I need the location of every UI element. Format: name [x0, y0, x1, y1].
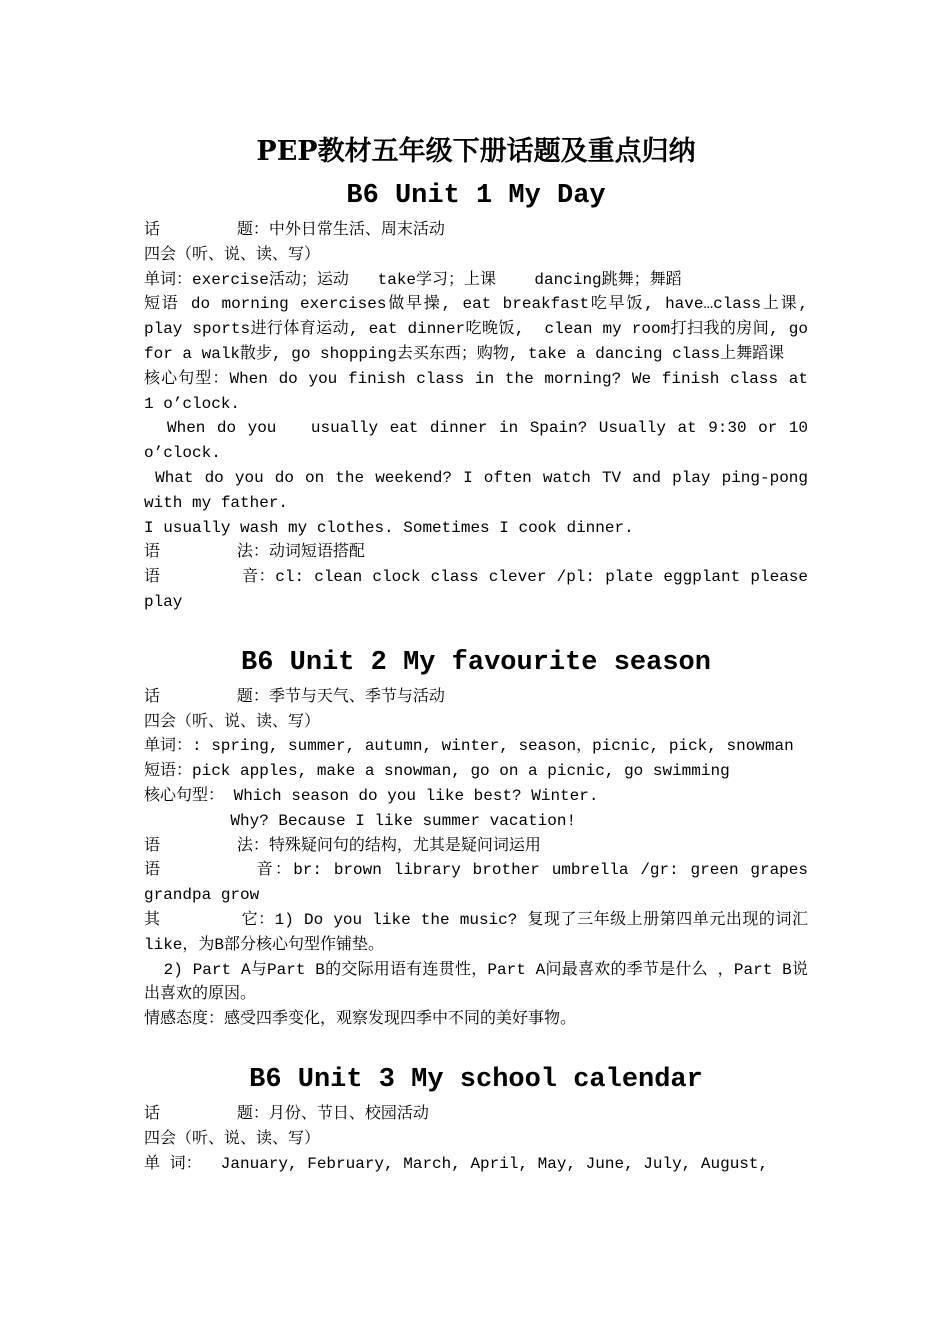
- unit-3-topic: 话 题：月份、节日、校园活动: [144, 1104, 429, 1123]
- unit-1-phonics: 语 音：cl: clean clock class clever /pl: plate eggplant please play: [144, 568, 818, 611]
- unit-1-grammar: 语 法：动词短语搭配: [144, 543, 365, 562]
- unit-2-topic: 话 题：季节与天气、季节与活动: [144, 687, 445, 706]
- unit-2-words: 单词：: spring, summer, autumn, winter, season，picnic, pick, snowman: [144, 737, 794, 756]
- unit-1-topic: 话 题：中外日常生活、周末活动: [144, 221, 445, 239]
- unit-2-core-sentence-1: 核心句型： Which season do you like best? Winter.: [144, 786, 599, 805]
- section-spacer: [144, 615, 808, 641]
- unit-2-grammar: 语 法：特殊疑问句的结构，尤其是疑问词运用: [144, 836, 541, 855]
- unit-3-four-skills: 四会（听、说、读、写）: [144, 1129, 321, 1148]
- unit-3-words: 单 词： January, February, March, April, May, June, July, August,: [144, 1154, 769, 1173]
- unit-2-core-sentence-2: Why? Because I like summer vacation!: [144, 811, 577, 830]
- section-spacer: [144, 1032, 808, 1058]
- unit-1-core-sentence-1: 核心句型：When do you finish class in the morning? We finish class at 1 o’clock.: [144, 369, 818, 413]
- unit-3-heading: B6 Unit 3 My school calendar: [249, 1064, 703, 1095]
- unit-2-section: [144, 641, 818, 1032]
- document-content: [144, 130, 818, 1176]
- unit-1-core-sentence-3: What do you do on the weekend? I often watch TV and play ping-pong with my father.: [144, 468, 818, 512]
- unit-1-section: [144, 174, 818, 615]
- unit-1-core-sentence-2: When do you usually eat dinner in Spain? Usually at 9:30 or 10 o’clock.: [144, 419, 818, 463]
- unit-2-heading: B6 Unit 2 My favourite season: [241, 647, 711, 678]
- unit-2-phonics: 语 音：br: brown library brother umbrella /gr: green grapes grandpa grow: [144, 861, 818, 905]
- unit-1-core-sentence-4: I usually wash my clothes. Sometimes I cook dinner.: [144, 518, 634, 537]
- unit-2-phrases: 短语：pick apples, make a snowman, go on a picnic, go swimming: [144, 762, 730, 781]
- document-title: PEP教材五年级下册话题及重点归纳: [256, 136, 696, 167]
- unit-1-words: 单词：exercise活动；运动 take学习；上课 dancing跳舞；舞蹈: [144, 270, 682, 289]
- unit-2-other-2: 2) Part A与Part B的交际用语有连贯性，Part A问最喜欢的季节是什么 ，Part B说出喜欢的原因。: [144, 960, 808, 1004]
- unit-2-four-skills: 四会（听、说、读、写）: [144, 712, 321, 731]
- unit-1-four-skills: 四会（听、说、读、写）: [144, 245, 321, 264]
- unit-3-section: [144, 1058, 808, 1176]
- unit-1-phrases: 短语 do morning exercises做早操, eat breakfast吃早饭, have…class上课, play sports进行体育运动, eat dinner吃晚饭, clean my room打扫我的房间, go for a walk散步, go shopping去买东西；购物, take a dancing class上舞蹈课: [144, 295, 818, 363]
- unit-1-heading: B6 Unit 1 My Day: [346, 181, 606, 211]
- unit-2-attitude: 情感态度：感受四季变化，观察发现四季中不同的美好事物。: [144, 1010, 577, 1029]
- unit-2-other-1: 其 它：1) Do you like the music? 复现了三年级上册第四单元出现的词汇like，为B部分核心句型作铺垫。: [144, 910, 808, 954]
